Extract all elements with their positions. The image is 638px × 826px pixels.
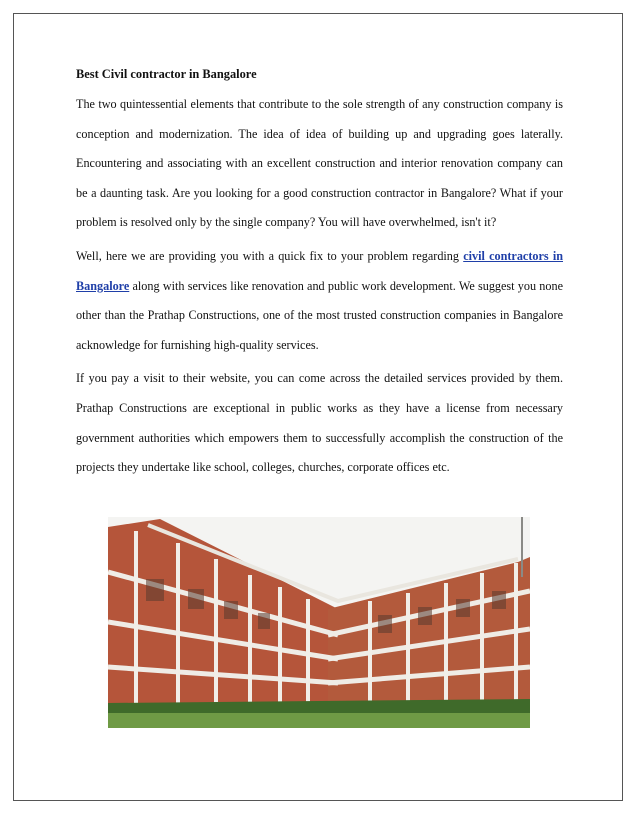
paragraph-services: If you pay a visit to their website, you can come across the detailed services provided by them. Prathap Constructions are exceptional in public works as they have a license from necessary government authorities which empowers them to successfully accomplish the construction of the projects they undertake like school, colleges, churches, corporate offices etc. — [76, 371, 563, 475]
document-body — [76, 66, 563, 487]
paragraph-recommendation-end: along with services like renovation and public work development. We suggest you none other than the Prathap Constructions, one of the most trusted construction companies in Bangalore acknowledge for furnishing high-quality services. — [76, 278, 563, 352]
document-title: Best Civil contractor in Bangalore — [76, 67, 257, 81]
paragraph-recommendation-start: Well, here we are providing you with a quick fix to your problem regarding — [76, 248, 464, 263]
paragraph-recommendation — [76, 242, 563, 360]
paragraph-intro: The two quintessential elements that contribute to the sole strength of any construction company is conception and modernization. The idea of idea of building up and upgrading goes laterally. Encountering and associating with an excellent construction and interior renovation company can be a daunting task. Are you looking for a good construction contractor in Bangalore? What if your problem is resolved only by the single company? You will have overwhelmed, isn't it? — [76, 97, 563, 230]
building-photo — [108, 517, 530, 728]
civil-contractors-link[interactable]: civil contractors in Bangalore — [76, 248, 563, 293]
